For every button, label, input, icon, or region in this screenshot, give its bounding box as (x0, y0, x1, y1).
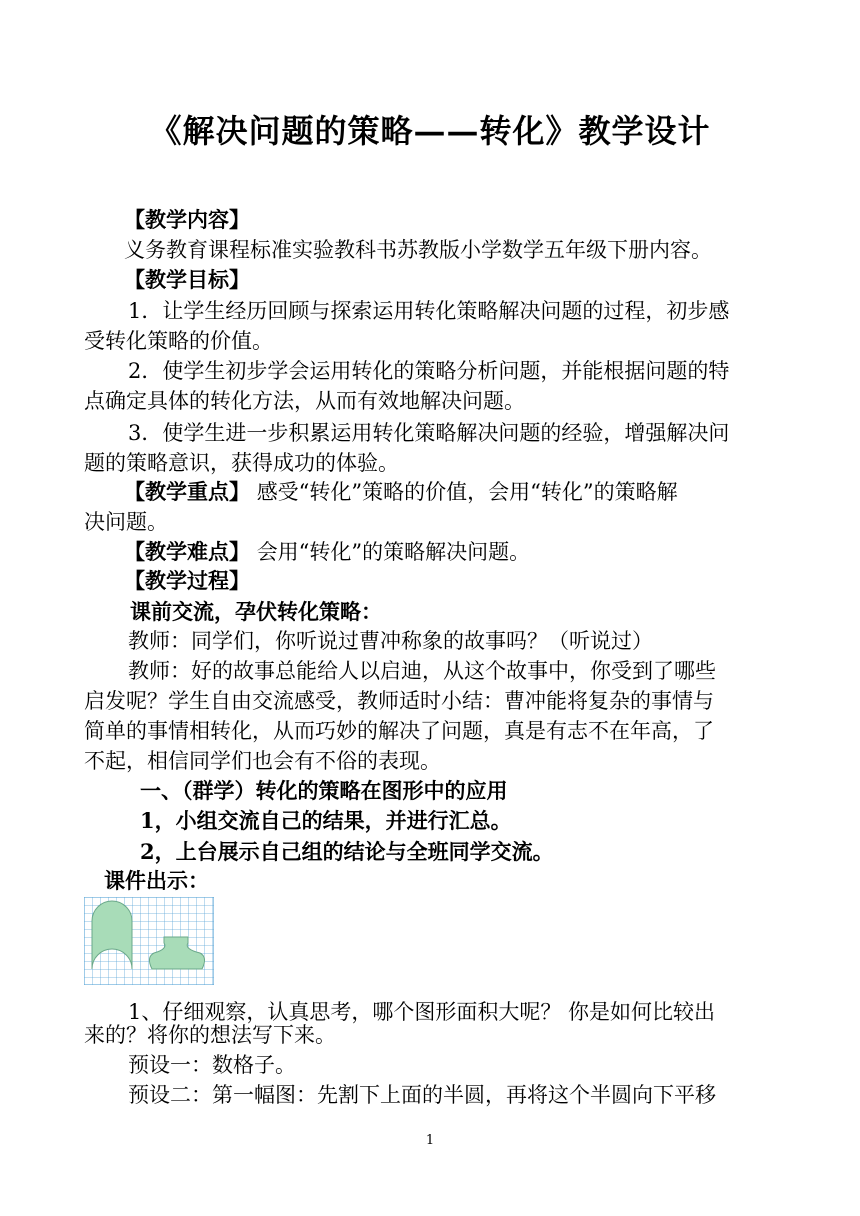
goals-heading: 【教学目标】 (124, 267, 250, 292)
courseware-label: 课件出示： (104, 868, 209, 893)
teacher-line-2c: 简单的事情相转化，从而巧妙的解决了问题，真是有志不在年高，了 (84, 719, 714, 743)
difficulty-text: 会用“转化”的策略解决问题。 (256, 540, 531, 564)
goal-1-line-1: 1．让学生经历回顾与探索运用转化策略解决问题的过程，初步感 (128, 299, 730, 323)
goal-2-line-2: 点确定具体的转化方法，从而有效地解决问题。 (84, 389, 525, 413)
key-text: 感受“转化”策略的价值，会用“转化”的策略解 (256, 480, 678, 504)
goal-3-line-2: 题的策略意识，获得成功的体验。 (84, 451, 399, 475)
key-point-line-1 (124, 477, 816, 507)
goal-2-line-1: 2．使学生初步学会运用转化的策略分析问题，并能根据问题的特 (128, 359, 730, 383)
preset-1: 预设一：数格子。 (128, 1053, 296, 1077)
key-heading: 【教学重点】 (124, 479, 250, 504)
teacher-line-2d: 不起，相信同学们也会有不俗的表现。 (84, 749, 441, 773)
teacher-line-2a: 教师：好的故事总能给人以启迪，从这个故事中，你受到了哪些 (128, 659, 716, 683)
key-point-line-2: 决问题。 (84, 510, 168, 534)
process-heading: 【教学过程】 (124, 568, 250, 593)
process-subheading: 课前交流，孕伏转化策略： (130, 599, 382, 624)
teacher-line-1: 教师：同学们，你听说过曹冲称象的故事吗？（听说过） (128, 629, 653, 653)
step-1: 1，小组交流自己的结果，并进行汇总。 (140, 808, 512, 833)
difficulty-heading: 【教学难点】 (124, 539, 250, 564)
goal-3-line-1: 3．使学生进一步积累运用转化策略解决问题的经验，增强解决问 (128, 421, 730, 445)
section-1-heading: 一、（群学）转化的策略在图形中的应用 (140, 778, 508, 803)
question-1-line-1: 1、仔细观察，认真思考，哪个图形面积大呢？ 你是如何比较出 (128, 1000, 716, 1024)
preset-2: 预设二：第一幅图：先割下上面的半圆，再将这个半圆向下平移 (128, 1083, 716, 1107)
goal-1-line-2: 受转化策略的价值。 (84, 329, 273, 353)
difficulty-line (124, 537, 816, 567)
teacher-line-2b: 启发呢？学生自由交流感受，教师适时小结：曹冲能将复杂的事情与 (84, 689, 714, 713)
content-heading: 【教学内容】 (124, 207, 250, 232)
step-2: 2，上台展示自己组的结论与全班同学交流。 (140, 839, 554, 864)
question-1-line-2: 来的？将你的想法写下来。 (84, 1023, 336, 1047)
content-text: 义务教育课程标准实验教科书苏教版小学数学五年级下册内容。 (124, 238, 712, 262)
page-number: 1 (425, 1133, 435, 1148)
grid-figure (84, 897, 214, 985)
page-title: 《解决问题的策略——转化》教学设计 (149, 112, 711, 150)
